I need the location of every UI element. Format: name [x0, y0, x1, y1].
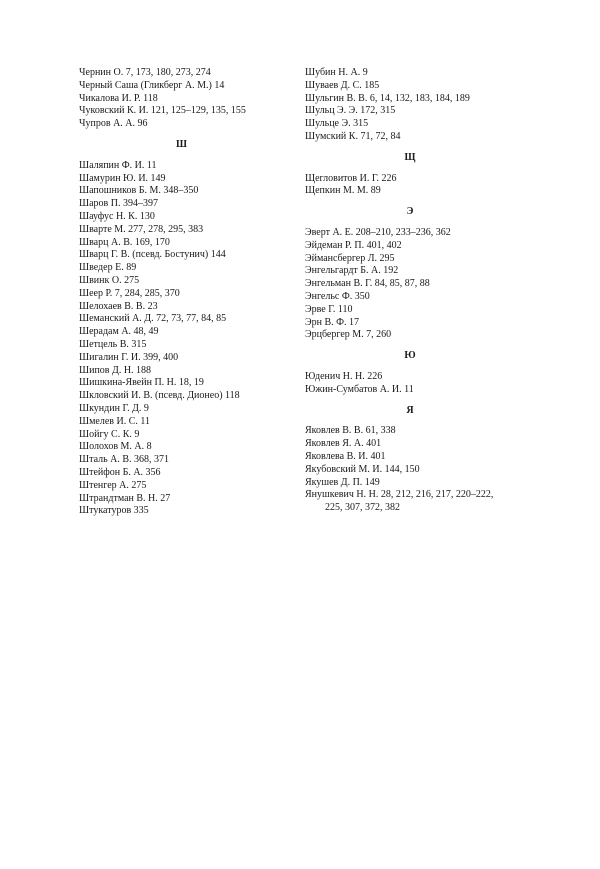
index-entry: Черный Саша (Гликберг А. М.) 14: [79, 79, 225, 91]
index-entry: Штукатуров 335: [79, 505, 149, 517]
index-entry: Юденич Н. Н. 226: [305, 370, 383, 382]
index-entry: Щегловитов И. Г. 226: [305, 172, 397, 184]
section-shcha-entries: [305, 173, 525, 199]
section-ya-entries: [305, 425, 525, 515]
index-entry: Швинк О. 275: [79, 274, 140, 286]
index-entry: Эйдеман Р. П. 401, 402: [305, 239, 402, 251]
index-entry: Эрцбергер М. 7, 260: [305, 329, 392, 341]
index-entry: Шварц Г. В. (псевд. Бостунич) 144: [79, 249, 226, 261]
index-entry: Шеер Р. 7, 284, 285, 370: [79, 287, 180, 299]
section-heading-e: Э: [406, 206, 414, 218]
index-entry: Эверт А. Е. 208–210, 233–236, 362: [305, 226, 451, 238]
index-entry-continuation: 225, 307, 372, 382: [325, 502, 400, 514]
index-entry: Шварте М. 277, 278, 295, 383: [79, 223, 204, 235]
index-entry: Шведер Е. 89: [79, 262, 137, 274]
index-entry: Шетцель В. 315: [79, 338, 147, 350]
index-entry: Шауфус Н. К. 130: [79, 210, 155, 222]
index-entry: Энгельман В. Г. 84, 85, 87, 88: [305, 278, 430, 290]
index-entry: Щепкин М. М. 89: [305, 185, 381, 197]
section-heading-yu: Ю: [404, 350, 416, 362]
index-entry: Штенгер А. 275: [79, 479, 147, 491]
index-entry: Энгельгардт Б. А. 192: [305, 265, 399, 277]
index-entry: Шумский К. 71, 72, 84: [305, 130, 401, 142]
index-entry: Яковлев Я. А. 401: [305, 438, 382, 450]
index-entry: Эрве Г. 110: [305, 303, 353, 315]
index-entry: Яковлев В. В. 61, 338: [305, 425, 396, 437]
section-e-entries: [305, 227, 525, 342]
index-entry: Шаров П. 394–397: [79, 198, 158, 210]
section-heading-shcha: Щ: [404, 151, 416, 163]
index-entry: Штрандтман В. Н. 27: [79, 492, 171, 504]
index-entry: Шолохов М. А. 8: [79, 441, 152, 453]
index-entry: Шубин Н. А. 9: [305, 67, 368, 78]
index-entry-multiline: [305, 489, 525, 515]
index-entry: Шеманский А. Д. 72, 73, 77, 84, 85: [79, 313, 227, 325]
index-entry: Эрн В. Ф. 17: [305, 316, 360, 328]
index-entry: Шойгу С. К. 9: [79, 428, 140, 440]
index-entry: Чикалова И. Р. 118: [79, 92, 158, 104]
index-entry: Чернин О. 7, 173, 180, 273, 274: [79, 67, 211, 78]
index-entry: Южин-Сумбатов А. И. 11: [305, 383, 414, 395]
index-entry: Шуваев Д. С. 185: [305, 79, 380, 91]
index-entry: Шмелев И. С. 11: [79, 415, 151, 427]
section-heading-ya: Я: [406, 404, 414, 416]
index-entry: Эйманcбергер Л. 295: [305, 252, 395, 264]
section-yu-entries: [305, 371, 525, 397]
index-entry: Шварц А. В. 169, 170: [79, 236, 170, 248]
index-entry: Чупров А. А. 96: [79, 118, 148, 130]
index-entry: Якубовский М. И. 144, 150: [305, 463, 420, 475]
index-entry-first-line: Янушкевич Н. Н. 28, 212, 216, 217, 220–222,: [305, 489, 494, 501]
index-entry: Шипов Д. Н. 188: [79, 364, 152, 376]
index-entry: Шульце Э. 315: [305, 118, 369, 130]
index-entry: Шамурин Ю. И. 149: [79, 172, 166, 184]
index-entry: Шелохаев В. В. 23: [79, 300, 158, 312]
index-entry: Шкловский И. В. (псевд. Дионео) 118: [79, 390, 240, 402]
index-entry: Энгельс Ф. 350: [305, 290, 370, 302]
index-entry: Шаляпин Ф. И. 11: [79, 159, 157, 171]
index-entry: Шкундин Г. Д. 9: [79, 402, 149, 414]
index-column-left: [79, 67, 284, 518]
index-entry: Шерадам А. 48, 49: [79, 326, 159, 338]
index-entry: Шигалин Г. И. 399, 400: [79, 351, 179, 363]
index-entry: Якушев Д. П. 149: [305, 476, 380, 488]
index-entry: Шульгин В. В. 6, 14, 132, 183, 184, 189: [305, 92, 470, 104]
index-entry: Чуковский К. И. 121, 125–129, 135, 155: [79, 105, 246, 117]
index-entry: Шульц Э. Э. 172, 315: [305, 105, 396, 117]
index-entry: Штейфон Б. А. 356: [79, 466, 161, 478]
index-entry: Шишкина-Явейн П. Н. 18, 19: [79, 377, 204, 389]
index-entry: Яковлева В. И. 401: [305, 450, 386, 462]
index-column-right: [305, 67, 525, 515]
index-entry: Шталь А. В. 368, 371: [79, 454, 170, 466]
section-heading-sha: Ш: [176, 138, 187, 150]
section-sha-entries: [79, 160, 284, 518]
index-entry: Шапошников Б. М. 348–350: [79, 185, 199, 197]
